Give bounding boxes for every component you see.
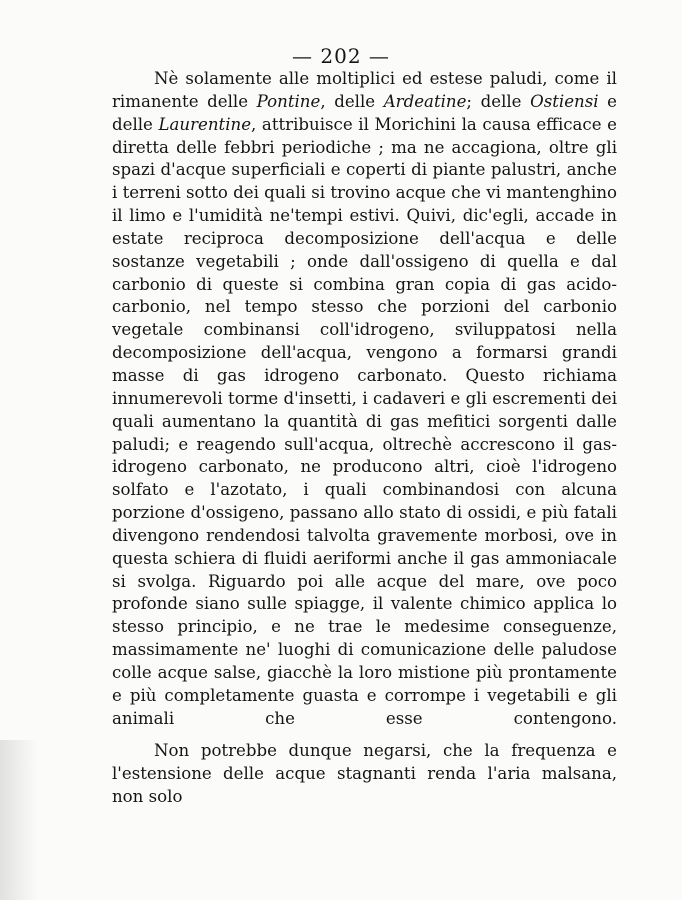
paragraph-1 bbox=[112, 68, 617, 730]
page-edge-shadow bbox=[0, 740, 38, 900]
text-segment: , attribuisce il Morichini la causa efficace e diretta delle febbri periodiche ; ma ne accagiona, oltre gli spazi d'acque superficiali e coperti di piante palustri, anche i terreni sotto dei quali si trovino acque che vi mantenghino il limo e l'umidità ne'tempi estivi. Quivi, dic'egli, accade in estate reciproca decomposizione dell'acqua e delle sostanze vegetabili ; onde dall'ossigeno di quella e dal carbonio di queste si combina gran copia di gas acido-carbonio, nel tempo stesso che porzioni del carbonio vegetale combinansi coll'idrogeno, sviluppatosi nella decomposizione dell'acqua, vengono a formarsi grandi masse di gas idrogeno carbonato. Questo richiama innumerevoli torme d'insetti, i cadaveri e gli escrementi dei quali aumentano la quantità di gas mefitici sorgenti dalle paludi; e reagendo sull'acqua, oltrechè accrescono il gas-idrogeno carbonato, ne producono altri, cioè l'idrogeno solfato e l'azotato, i quali combinandosi con alcuna porzione d'ossigeno, passano allo stato di ossidi, e più fatali divengono rendendosi talvolta gravemente morbosi, ove in questa schiera di fluidi aeriformi anche il gas ammoniacale si svolga. Riguardo poi alle acque del mare, ove poco profonde siano sulle spiagge, il valente chimico applica lo stesso principio, e ne trae le medesime conseguenze, massimamente ne' luoghi di comunicazione delle paludose colle acque salse, giacchè la loro mistione più prontamente e più completamente guasta e corrompe i vegetabili e gli animali che esse contengono. bbox=[112, 114, 617, 728]
text-segment: Non potrebbe dunque negarsi, che la frequenza e l'estensione delle acque stagnanti renda l'aria malsana, non solo bbox=[112, 741, 617, 807]
text-segment: , delle bbox=[320, 91, 384, 111]
text-segment: Nè solamente alle moltiplici ed estese paludi, come il rimanente delle bbox=[112, 69, 617, 111]
paragraph-2 bbox=[112, 740, 617, 809]
place-name-laurentine: Laurentine bbox=[158, 114, 252, 134]
page-number: — 202 — bbox=[292, 44, 390, 68]
place-name-pontine: Pontine bbox=[256, 91, 321, 111]
place-name-ostiensi: Ostiensi bbox=[530, 91, 599, 111]
place-name-ardeatine: Ardeatine bbox=[383, 91, 467, 111]
body-text bbox=[112, 68, 617, 809]
text-segment: e delle bbox=[112, 91, 617, 134]
text-segment: ; delle bbox=[466, 91, 531, 111]
